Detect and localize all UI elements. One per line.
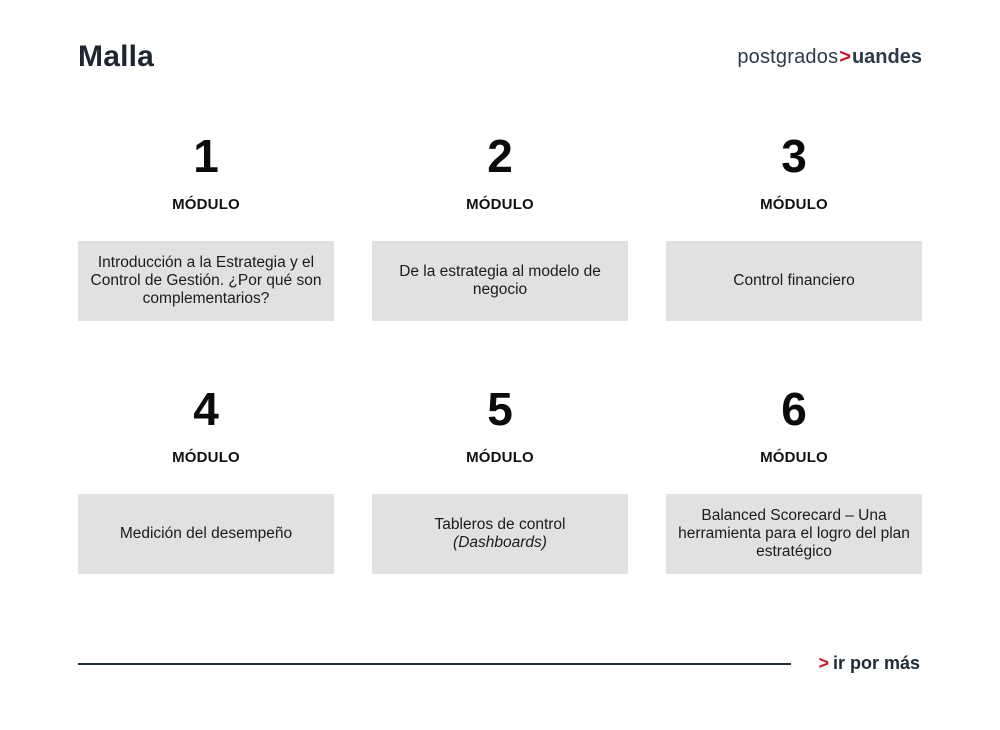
module-title: Introducción a la Estrategia y el Control de Gestión. ¿Por qué son complementarios?	[90, 254, 322, 307]
module-title: Control financiero	[733, 272, 855, 289]
module-number: 6	[781, 383, 807, 435]
module-title: Medición del desempeño	[119, 525, 293, 542]
module-title-box	[78, 494, 334, 574]
ir-por-mas-link[interactable]	[818, 653, 920, 674]
ir-por-mas-label: ir por más	[832, 653, 920, 673]
module-label: MÓDULO	[760, 196, 828, 213]
module-title: De la estrategia al modelo de negocio	[399, 263, 601, 298]
module-label: MÓDULO	[466, 196, 534, 213]
modules-grid	[78, 130, 922, 574]
chevron-right-icon: >	[818, 653, 829, 673]
module-card	[78, 383, 334, 574]
module-title-box	[78, 241, 334, 321]
module-label: MÓDULO	[466, 449, 534, 466]
module-card	[78, 130, 334, 321]
module-card	[372, 130, 628, 321]
module-number: 3	[781, 130, 807, 182]
brand-prefix: postgrados	[737, 46, 839, 68]
module-card	[372, 383, 628, 574]
module-number: 2	[487, 130, 513, 182]
footer-divider	[78, 663, 791, 665]
page-title: Malla	[78, 40, 155, 73]
module-card	[666, 130, 922, 321]
module-subtitle: (Dashboards)	[453, 534, 547, 551]
module-number: 4	[193, 383, 219, 435]
module-title-box	[666, 241, 922, 321]
module-label: MÓDULO	[760, 449, 828, 466]
module-title: Tableros de control	[434, 516, 566, 533]
module-number: 5	[487, 383, 513, 435]
brand-chevron-icon: >	[839, 46, 851, 68]
module-number: 1	[193, 130, 219, 182]
module-label: MÓDULO	[172, 196, 240, 213]
module-title: Balanced Scorecard – Una herramienta para el logro del plan estratégico	[678, 507, 910, 560]
brand-logo	[737, 46, 922, 69]
module-label: MÓDULO	[172, 449, 240, 466]
module-card	[666, 383, 922, 574]
brand-suffix: uandes	[851, 46, 922, 68]
module-title-box	[372, 241, 628, 321]
module-title-box	[372, 494, 628, 574]
module-title-box	[666, 494, 922, 574]
